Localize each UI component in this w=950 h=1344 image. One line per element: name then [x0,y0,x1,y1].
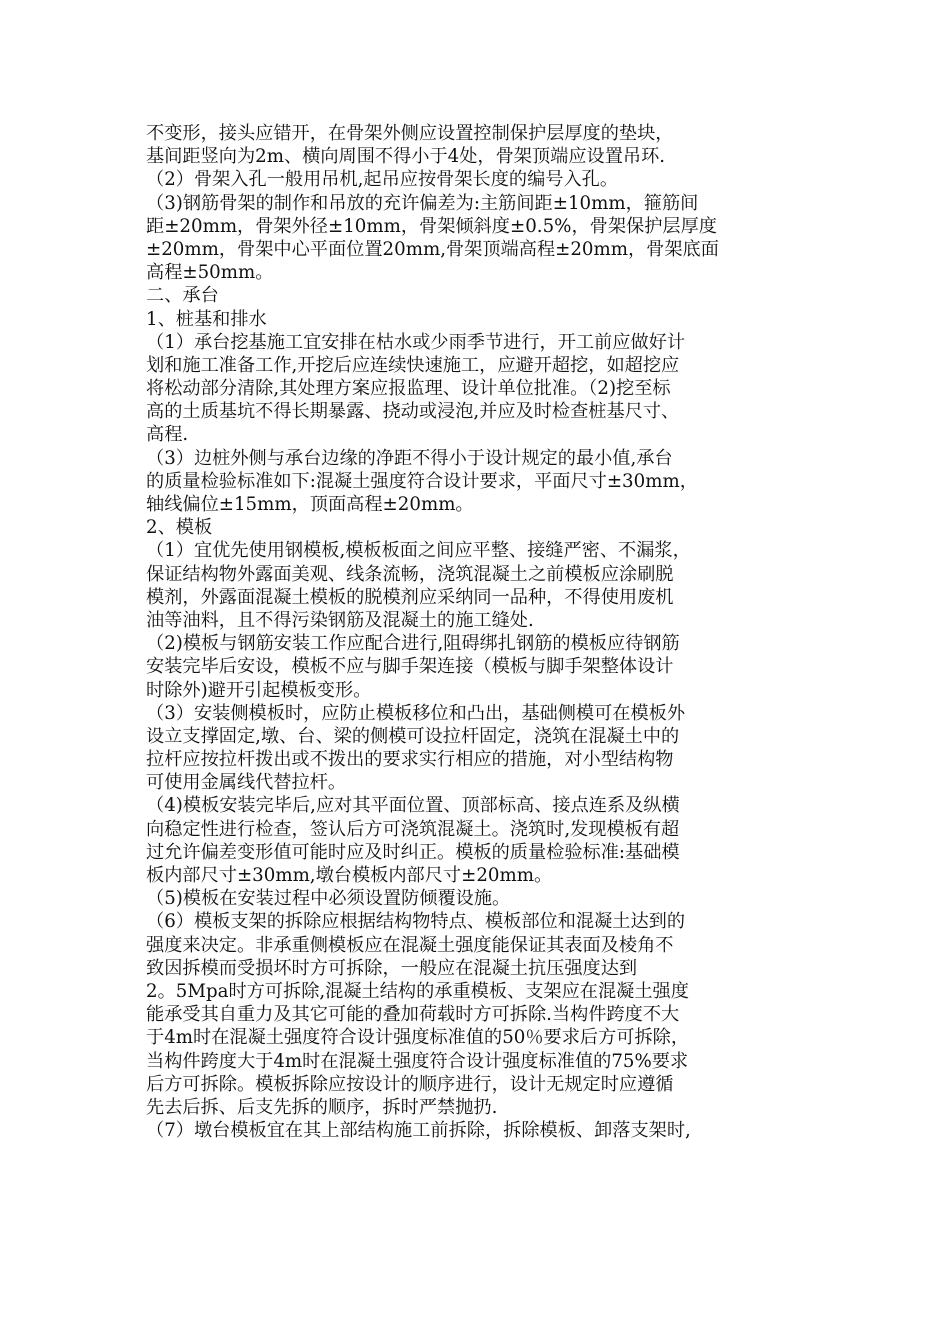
subsection-heading: 1、桩基和排水 [146,308,267,330]
text-line: 强度来决定。非承重侧模板应在混凝土强度能保证其表面及棱角不 [146,934,674,956]
text-line: （2）骨架入孔一般用吊机,起吊应按骨架长度的编号入孔。 [146,169,619,191]
text-line: 2。5Mpa时方可拆除,混凝土结构的承重模板、支架应在混凝土强度 [146,980,689,1002]
text-line: 安装完毕后安设，模板不应与脚手架连接（模板与脚手架整体设计 [146,656,674,678]
text-line: 致因拆模而受损坏时方可拆除，一般应在混凝土抗压强度达到 [146,957,638,979]
text-line: （3）安装侧模板时，应防止模板移位和凸出，基础侧模可在模板外 [146,702,686,724]
body-text [146,122,806,1142]
text-line: 的质量检验标准如下:混凝土强度符合设计要求，平面尺寸±30mm， [146,470,698,492]
text-line: （2)模板与钢筋安装工作应配合进行,阻碍绑扎钢筋的模板应待钢筋 [146,633,680,655]
text-line: 基间距竖向为2m、横向周围不得小于4处，骨架顶端应设置吊环. [146,146,666,168]
text-line: （1）承台挖基施工宜安排在枯水或少雨季节进行，开工前应做好计 [146,331,686,353]
text-line: 板内部尺寸±30mm,墩台模板内部尺寸±20mm。 [146,865,553,886]
text-line: 高的土质基坑不得长期暴露、挠动或浸泡,并应及时检查桩基尺寸、 [146,401,680,423]
text-line: 将松动部分清除,其处理方案应报监理、设计单位批准。（2)挖至标 [146,378,671,400]
text-line: 当构件跨度大于4m时在混凝土强度符合设计强度标准值的75%要求 [146,1050,689,1072]
text-line: 不变形，接头应错开，在骨架外侧应设置控制保护层厚度的垫块， [146,123,674,144]
subsection-heading: 2、模板 [146,517,213,539]
text-line: 保证结构物外露面美观、线条流畅，浇筑混凝土之前模板应涂刷脱 [146,563,674,585]
text-line: （6）模板支架的拆除应根据结构物特点、模板部位和混凝土达到的 [146,911,686,933]
text-line: 油等油料，且不得污染钢筋及混凝土的施工缝处. [146,609,534,631]
text-line: 模剂，外露面混凝土模板的脱模剂应采纳同一品种，不得使用废机 [146,586,674,608]
text-line: 后方可拆除。模板拆除应按设计的顺序进行，设计无规定时应遵循 [146,1073,674,1095]
text-line: 于4m时在混凝土强度符合设计强度标准值的50％要求后方可拆除， [146,1027,690,1049]
text-line: （4)模板安装完毕后,应对其平面位置、顶部标高、接点连系及纵横 [146,795,680,817]
text-line: 过允许偏差变形值可能时应及时纠正。模板的质量检验标准:基础模 [146,841,680,863]
text-line: （3)钢筋骨架的制作和吊放的充许偏差为:主筋间距±10mm，箍筋间 [146,192,699,214]
text-line: （3）边桩外侧与承台边缘的净距不得小于设计规定的最小值,承台 [146,447,673,469]
text-line: ±20mm，骨架中心平面位置20mm,骨架顶端高程±20mm，骨架底面 [146,238,719,260]
text-line: （5)模板在安装过程中必须设置防倾覆设施。 [146,888,511,910]
text-line: 距±20mm，骨架外径±10mm，骨架倾斜度±0.5%，骨架保护层厚度 [146,215,717,237]
text-line: 可使用金属线代替拉杆。 [146,772,347,794]
text-line: 向稳定性进行检查，签认后方可浇筑混凝土。浇筑时,发现模板有超 [146,818,680,840]
text-line: （7）墩台模板宜在其上部结构施工前拆除，拆除模板、卸落支架时, [146,1120,691,1142]
text-line: 设立支撑固定,墩、台、梁的侧模可设拉杆固定，浇筑在混凝土中的 [146,725,680,747]
text-line: 划和施工准备工作,开挖后应连续快速施工，应避开超挖，如超挖应 [146,354,680,376]
text-line: 拉杆应按拉杆拨出或不拨出的要求实行相应的措施，对小型结构物 [146,749,674,771]
text-line: 先去后拆、后支先拆的顺序，拆时严禁抛扔. [146,1096,498,1118]
text-line: 高程. [146,424,189,446]
text-line: 高程±50mm。 [146,262,274,284]
text-line: 轴线偏位±15mm，顶面高程±20mm。 [146,494,474,515]
section-heading: 二、承台 [146,285,219,307]
text-line: 能承受其自重力及其它可能的叠加荷载时方可拆除.当构件跨度不大 [146,1004,680,1026]
text-line: （1）宜优先使用钢模板,模板板面之间应平整、接缝严密、不漏浆， [146,540,691,562]
text-line: 时除外)避开引起模板变形。 [146,679,372,701]
